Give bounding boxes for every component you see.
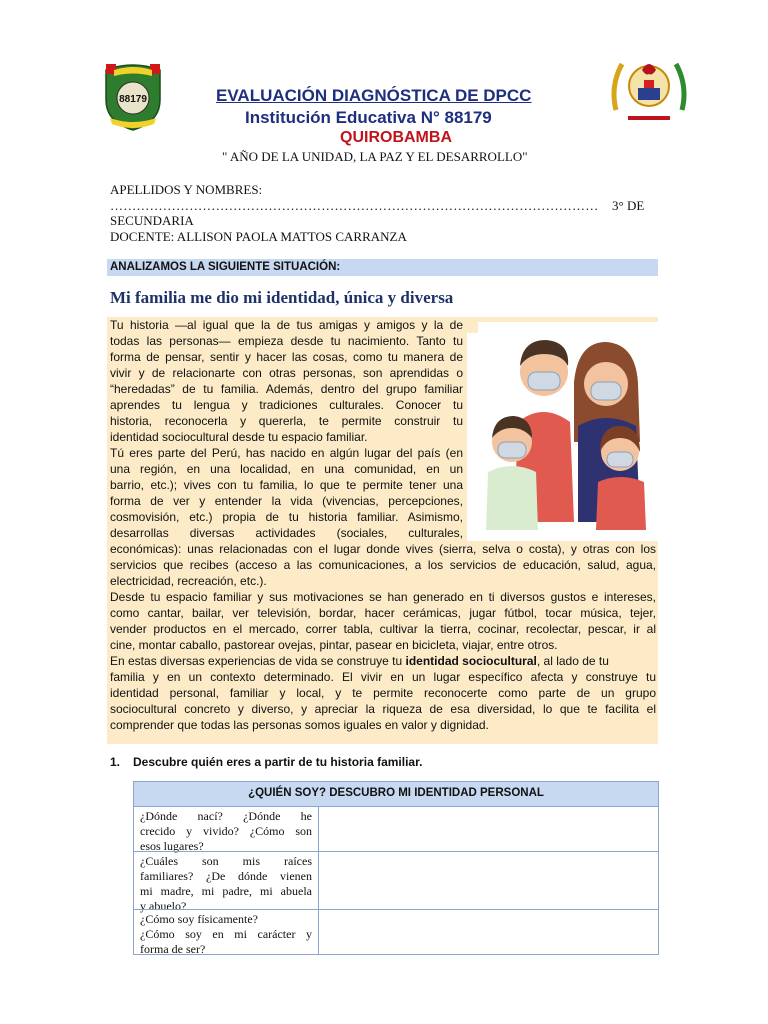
year-motto: " AÑO DE LA UNIDAD, LA PAZ Y EL DESARROLLO" xyxy=(222,149,528,164)
table-row xyxy=(133,909,659,955)
teacher-name: DOCENTE: ALLISON PAOLA MATTOS CARRANZA xyxy=(110,229,407,244)
question-text: Descubre quién eres a partir de tu historia familiar. xyxy=(133,755,423,769)
institution-emblem-logo xyxy=(608,50,690,126)
reading-line: económicas): unas relacionadas con el lugar donde vives (sierra, selva o costa), y otras con los xyxy=(110,542,656,556)
question-number: 1. xyxy=(110,755,121,769)
reading-title: Mi familia me dio mi identidad, única y diversa xyxy=(110,288,454,307)
reading-line: identidad personal, familiar y local, y te permite reconocerte como parte de un grupo xyxy=(110,686,656,700)
school-crest-logo xyxy=(100,56,166,132)
reading-line: una región, en una localidad, en una comunidad, en un xyxy=(110,462,463,476)
reading-line: desarrollas diversas actividades (sociales, culturales, xyxy=(110,526,463,540)
reading-line: Desde tu espacio familiar y sus motivaciones se han generado en ti diversos gustos e intereses, xyxy=(110,590,656,604)
reading-line: barrio, etc.); vives con tu familia, lo que te permite tener una xyxy=(110,478,463,492)
cell-line: crecido y vivido? ¿Cómo son xyxy=(140,824,312,838)
answer-cell[interactable] xyxy=(319,807,658,851)
reading-text-span: , al lado de tu xyxy=(536,654,609,668)
evaluation-title: EVALUACIÓN DIAGNÓSTICA DE DPCC xyxy=(216,86,532,105)
cell-line: familiares? ¿De dónde vienen xyxy=(140,869,312,883)
table-row xyxy=(133,851,659,913)
masked-family-illustration xyxy=(478,322,658,530)
cell-line: esos lugares? xyxy=(140,839,204,853)
reading-line: familia y en un contexto determinado. El vivir en un lugar específico afecta y construye tu xyxy=(110,670,656,684)
reading-line: servicios que recibes (acceso a las comunicaciones, a los servicios de educación, salud, agua, xyxy=(110,558,656,572)
cell-line: forma de ser? xyxy=(140,942,206,956)
situation-heading: ANALIZAMOS LA SIGUIENTE SITUACIÓN: xyxy=(110,261,341,273)
town-name: QUIROBAMBA xyxy=(340,129,452,146)
reading-line: “heredadas” de tu familia. Además, dentro del grupo familiar xyxy=(110,382,463,396)
answer-cell[interactable] xyxy=(319,852,658,909)
institution-name: Institución Educativa N° 88179 xyxy=(245,108,492,127)
grade-label-continued: SECUNDARIA xyxy=(110,213,194,228)
cell-line: ¿Dónde nací? ¿Dónde he xyxy=(140,809,312,823)
reading-line: electricidad, recreación, etc.). xyxy=(110,574,267,588)
reading-line: forma de pensar, sentir y hacer las cosas, como tu manera de xyxy=(110,350,463,364)
cell-line: ¿Cómo soy físicamente? xyxy=(140,912,258,926)
question-cell xyxy=(134,852,319,913)
reading-line: aprendes tu lengua y tradiciones culturales. Conocer tu xyxy=(110,398,463,412)
table-header-text: ¿QUIÉN SOY? DESCUBRO MI IDENTIDAD PERSONAL xyxy=(248,787,544,799)
logo-number: 88179 xyxy=(119,94,147,105)
reading-line: vivir y de relacionarte con otras personas, son aprendidas o xyxy=(110,366,463,380)
question-cell xyxy=(134,807,319,851)
table-row xyxy=(133,806,659,852)
cell-line: ¿Cómo soy en mi carácter y xyxy=(140,927,312,941)
reading-line: forma de ver y entender la vida (vivencias, percepciones, xyxy=(110,494,463,508)
reading-line: todas las personas— empieza desde tu nacimiento. Tanto tu xyxy=(110,334,463,348)
cell-line: mi madre, mi padre, mi abuela xyxy=(140,884,312,898)
reading-line: cosmovisión, etc.) propia de tu historia familiar. Asimismo, xyxy=(110,510,463,524)
reading-line: cine, montar caballo, pastorear ovejas, pintar, pasear en bicicleta, viajar, entre otros. xyxy=(110,638,558,652)
question-cell xyxy=(134,910,319,954)
identity-emphasis: identidad sociocultural xyxy=(405,654,537,668)
names-label: APELLIDOS Y NOMBRES: xyxy=(110,182,263,197)
grade-label: 3° DE xyxy=(612,198,645,213)
names-fill-line[interactable]: ………………………………………………………………………………………………… xyxy=(110,198,599,213)
reading-line: Tu historia —al igual que la de tus amigas y amigos y la de xyxy=(110,318,463,332)
reading-line: sociocultural concreto y diverso, y apreciar la riqueza de esa diversidad, lo que te facilita el xyxy=(110,702,656,716)
reading-line: comprender que todas las personas somos iguales en valor y dignidad. xyxy=(110,718,489,732)
reading-line: historia, reconocerla y quererla, te permite construir tu xyxy=(110,414,463,428)
reading-line: Tú eres parte del Perú, has nacido en algún lugar del país (en xyxy=(110,446,463,460)
reading-line xyxy=(110,653,656,669)
reading-line: vender productos en el mercado, correr tabla, cultivar la tierra, cocinar, recolectar, pescar, ir al xyxy=(110,622,656,636)
cell-line: y abuelo? xyxy=(140,899,187,913)
reading-text-span: En estas diversas experiencias de vida se construye tu xyxy=(110,654,406,668)
reading-line: identidad sociocultural desde tu espacio familiar. xyxy=(110,430,368,444)
answer-cell[interactable] xyxy=(319,910,658,954)
cell-line: ¿Cuáles son mis raíces xyxy=(140,854,312,868)
reading-line: como cantar, bailar, ver televisión, bordar, hacer cerámicas, jugar fútbol, tocar música, tejer, xyxy=(110,606,656,620)
